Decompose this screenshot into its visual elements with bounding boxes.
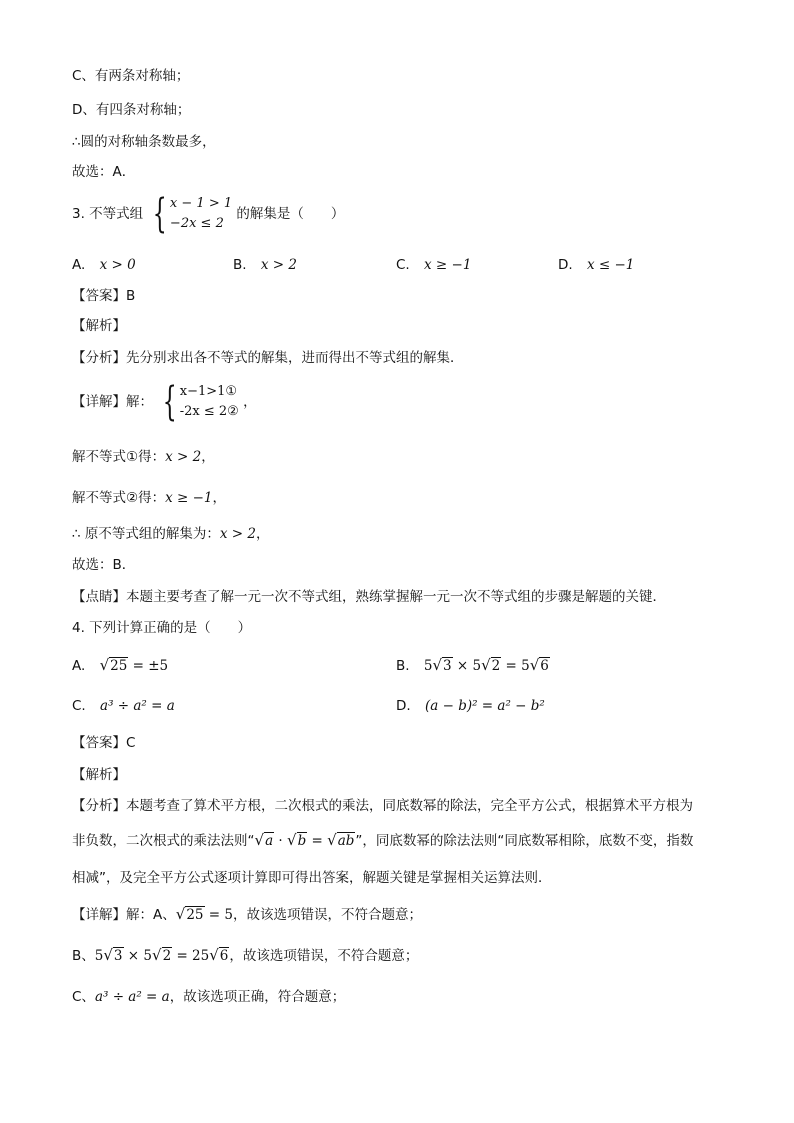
math-rest: × 5 (452, 658, 482, 674)
detail-suffix: ，故该选项错误，不符合题意； (229, 948, 419, 964)
detail-suffix: ，故该选项错误，不符合题意； (232, 907, 422, 923)
analysis-text-part: 非负数，二次根式的乘法法则“ (72, 833, 255, 849)
math-rest: = ±5 (128, 658, 169, 674)
solution-step-1 (72, 447, 215, 467)
option-math: √25 = ±5 (99, 656, 169, 674)
inequality-system (157, 379, 239, 425)
solution-step-2 (72, 488, 226, 508)
option-label: C. (396, 257, 410, 273)
text-line: 故选：A． (72, 164, 136, 180)
math-rest: = (307, 833, 328, 849)
radicand: 2 (491, 658, 501, 674)
radicand: 25 (110, 658, 128, 674)
analysis-text (72, 830, 693, 851)
radicand: b (297, 833, 307, 849)
question-number-prefix: 3. 不等式组 (72, 206, 144, 222)
option-a (72, 255, 136, 275)
inequality-system (147, 191, 233, 237)
coefficient: 5 (94, 948, 104, 964)
inequality-row-1: x − 1 > 1 (169, 196, 233, 211)
option-label: D. (558, 257, 573, 273)
option-c (396, 255, 471, 275)
radicand: 2 (162, 948, 172, 964)
detail-solution (72, 380, 257, 424)
inequality-row-1: x−1>1① (179, 384, 238, 399)
solution-step-3 (72, 524, 270, 544)
detail-option-c (72, 987, 345, 1007)
detail-prefix: B、 (72, 948, 95, 964)
question-3-stem (72, 192, 344, 236)
math-rest: = 5 (501, 658, 530, 674)
option-label: C. (72, 698, 86, 714)
analysis-text: 相减”，及完全平方公式逐项计算即可得出答案，解题关键是掌握相关运算法则． (72, 870, 552, 886)
radicand: 6 (219, 948, 229, 964)
text-line: ∴圆的对称轴条数最多， (72, 134, 216, 150)
question-stem-suffix: 的解集是（ ） (236, 206, 345, 222)
math-rest: × 5 (123, 948, 152, 964)
option-d (396, 696, 545, 716)
formula: 5√3 × 5√2 = 25√6 (94, 946, 229, 964)
answer-label: 【答案】C (72, 735, 136, 751)
formula: √25 = 5 (175, 905, 233, 923)
analysis-text: 【分析】先分别求出各不等式的解集，进而得出不等式组的解集． (72, 350, 464, 366)
option-b (396, 655, 550, 676)
detail-prefix: 【详解】解：A、 (72, 907, 176, 923)
option-label: B. (233, 257, 247, 273)
text-line: D、有四条对称轴； (72, 102, 191, 118)
option-c (72, 696, 175, 716)
brace-icon: { (153, 191, 168, 237)
option-math: x > 2 (260, 257, 297, 273)
option-math: x ≤ −1 (586, 257, 635, 273)
solution-step-4: 故选：B． (72, 557, 136, 573)
option-a (72, 655, 168, 676)
radicand: ab (337, 833, 355, 849)
formula: √a · √b = √ab (254, 831, 355, 849)
option-d (558, 255, 634, 275)
option-math: 5√3 × 5√2 = 5√6 (423, 656, 549, 674)
detail-option-a (72, 904, 422, 925)
radicand: 3 (443, 658, 452, 674)
inequality-row-2: −2x ≤ 2 (169, 216, 224, 231)
analysis-text-part: ”，同底数幂的除法法则“同底数幂相除，底数不变，指数 (355, 833, 694, 849)
step-math: x > 2 (165, 449, 202, 465)
radicand: a (265, 833, 274, 849)
option-label: A. (72, 257, 86, 273)
analysis-label: 【解析】 (72, 318, 126, 334)
analysis-label: 【解析】 (72, 767, 126, 783)
answer-label: 【答案】B (72, 288, 136, 304)
step-suffix: ， (212, 490, 227, 506)
detail-suffix: ，故该选项正确，符合题意； (169, 989, 346, 1005)
radicand: 3 (113, 948, 123, 964)
formula: a³ ÷ a² = a (94, 989, 170, 1005)
detail-prefix: 【详解】解： (72, 394, 153, 410)
math-rest: · (274, 833, 287, 849)
brace-icon: { (163, 379, 178, 425)
option-math: x > 0 (99, 257, 136, 273)
option-math: (a − b)² = a² − b² (424, 698, 545, 714)
radicand: 25 (186, 907, 204, 923)
option-label: D. (396, 698, 411, 714)
question-4-stem: 4. 下列计算正确的是（ ） (72, 620, 252, 636)
option-math: x ≥ −1 (424, 257, 472, 273)
step-text: ∴ 原不等式组的解集为： (72, 526, 220, 542)
option-label: A. (72, 658, 86, 674)
option-math: a³ ÷ a² = a (100, 698, 175, 714)
option-b (233, 255, 297, 275)
step-math: x ≥ −1 (165, 490, 213, 506)
step-text: 解不等式①得： (72, 449, 166, 465)
coefficient: 5 (423, 658, 433, 674)
step-suffix: ， (201, 449, 215, 465)
inequality-row-2: -2x ≤ 2② (179, 404, 239, 419)
option-label: B. (396, 658, 410, 674)
step-math: x > 2 (219, 526, 256, 542)
text-line: C、有两条对称轴； (72, 68, 190, 84)
detail-suffix: ， (243, 394, 257, 410)
detail-option-b (72, 945, 418, 966)
key-point-text: 【点睛】本题主要考查了解一元一次不等式组，熟练掌握解一元一次不等式组的步骤是解题的关键． (72, 589, 666, 605)
radicand: 6 (540, 658, 549, 674)
detail-prefix: C、 (72, 989, 95, 1005)
math-rest: = 5 (204, 907, 233, 923)
step-text: 解不等式②得： (72, 490, 166, 506)
step-suffix: ， (256, 526, 270, 542)
analysis-text: 【分析】本题考查了算术平方根，二次根式的乘法，同底数幂的除法，完全平方公式，根据算术平方根为 (72, 798, 693, 814)
math-rest: = 25 (172, 948, 210, 964)
